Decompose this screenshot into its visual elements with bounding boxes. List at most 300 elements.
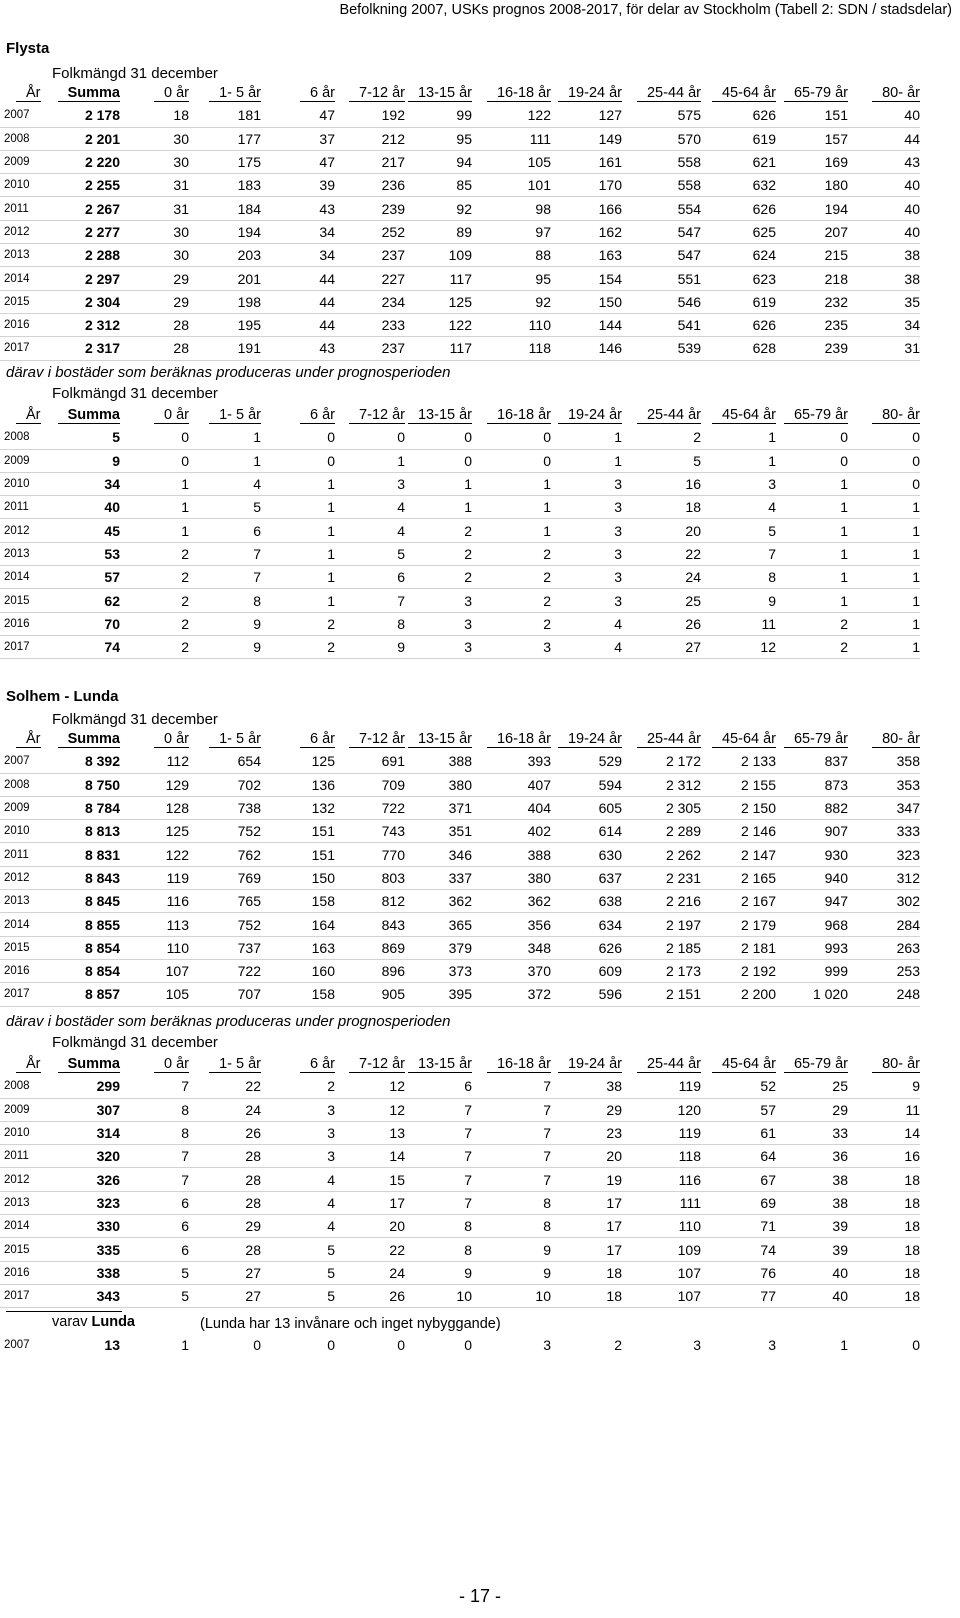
value-cell: 38 [551, 1075, 622, 1098]
value-cell: 7 [189, 566, 261, 589]
value-cell: 626 [701, 104, 776, 127]
value-cell: 9 [189, 612, 261, 635]
column-header: 0 år [154, 85, 189, 102]
value-cell: 95 [472, 267, 551, 290]
value-cell: 2 173 [622, 959, 701, 982]
value-cell: 2 147 [701, 843, 776, 866]
column-header: 16-18 år [487, 1056, 551, 1073]
value-cell: 312 [848, 866, 920, 889]
column-header: 80- år [872, 85, 920, 102]
summa-cell: 2 178 [40, 104, 120, 127]
year-cell: 2014 [0, 913, 40, 936]
value-cell: 3 [261, 1098, 335, 1121]
value-cell: 150 [551, 290, 622, 313]
folkmangd-label: Folkmängd 31 december [52, 1034, 218, 1051]
value-cell: 111 [622, 1191, 701, 1214]
value-cell: 0 [472, 426, 551, 449]
value-cell: 17 [551, 1191, 622, 1214]
value-cell: 2 197 [622, 913, 701, 936]
summa-cell: 13 [104, 1337, 120, 1354]
value-cell: 22 [622, 542, 701, 565]
value-cell: 8 [120, 1121, 189, 1144]
value-cell: 12 [335, 1075, 405, 1098]
year-cell: 2008 [0, 426, 40, 449]
value-cell: 5 [261, 1238, 335, 1261]
value-cell: 149 [551, 127, 622, 150]
value-cell: 1 [335, 449, 405, 472]
value-cell: 8 [472, 1191, 551, 1214]
column-header: 19-24 år [558, 407, 622, 424]
year-cell: 2010 [0, 174, 40, 197]
column-header: 25-44 år [637, 85, 701, 102]
summa-cell: 326 [40, 1168, 120, 1191]
value-cell: 217 [335, 150, 405, 173]
value-cell: 356 [472, 913, 551, 936]
summa-cell: 2 201 [40, 127, 120, 150]
summa-cell: 2 255 [40, 174, 120, 197]
lunda-name: Lunda [91, 1314, 135, 1330]
value-cell: 18 [848, 1238, 920, 1261]
value-cell: 3 [543, 1337, 551, 1354]
value-cell: 2 216 [622, 890, 701, 913]
value-cell: 0 [327, 1337, 335, 1354]
value-cell: 99 [405, 104, 472, 127]
value-cell: 1 [181, 1337, 189, 1354]
value-cell: 215 [776, 244, 848, 267]
value-cell: 9 [335, 635, 405, 658]
value-cell: 346 [405, 843, 472, 866]
column-header: 45-64 år [712, 731, 776, 748]
value-cell: 164 [261, 913, 335, 936]
column-header: 13-15 år [408, 85, 472, 102]
value-cell: 869 [335, 936, 405, 959]
value-cell: 8 [120, 1098, 189, 1121]
column-header: 13-15 år [408, 1056, 472, 1073]
value-cell: 18 [551, 1284, 622, 1307]
value-cell: 212 [335, 127, 405, 150]
column-header: 6 år [300, 407, 335, 424]
value-cell: 2 [120, 589, 189, 612]
value-cell: 0 [120, 426, 189, 449]
value-cell: 907 [776, 820, 848, 843]
value-cell: 2 [261, 1075, 335, 1098]
value-cell: 404 [472, 796, 551, 819]
value-cell: 2 [472, 612, 551, 635]
value-cell: 547 [622, 220, 701, 243]
value-cell: 353 [848, 773, 920, 796]
value-cell: 28 [189, 1145, 261, 1168]
column-header: 1- 5 år [209, 731, 261, 748]
value-cell: 237 [335, 244, 405, 267]
value-cell: 2 146 [701, 820, 776, 843]
value-cell: 237 [335, 337, 405, 360]
value-cell: 8 [405, 1215, 472, 1238]
value-cell: 0 [464, 1337, 472, 1354]
section-subtitle: därav i bostäder som beräknas produceras under prognosperioden [6, 1013, 451, 1030]
value-cell: 2 192 [701, 959, 776, 982]
value-cell: 709 [335, 773, 405, 796]
table-row [0, 220, 920, 243]
value-cell: 1 [405, 472, 472, 495]
value-cell: 34 [848, 313, 920, 336]
value-cell: 2 [405, 566, 472, 589]
value-cell: 1 [261, 472, 335, 495]
year-cell: 2009 [0, 449, 40, 472]
value-cell: 3 [768, 1337, 776, 1354]
value-cell: 30 [120, 244, 189, 267]
year-cell: 2017 [0, 1284, 40, 1307]
value-cell: 3 [551, 472, 622, 495]
value-cell: 1 [472, 472, 551, 495]
value-cell: 940 [776, 866, 848, 889]
value-cell: 4 [261, 1168, 335, 1191]
header-row [0, 728, 920, 750]
value-cell: 5 [261, 1261, 335, 1284]
value-cell: 5 [120, 1284, 189, 1307]
year-cell: 2016 [0, 1261, 40, 1284]
table-row [0, 174, 920, 197]
value-cell: 116 [120, 890, 189, 913]
value-cell: 4 [551, 612, 622, 635]
value-cell: 302 [848, 890, 920, 913]
value-cell: 28 [189, 1168, 261, 1191]
value-cell: 234 [335, 290, 405, 313]
value-cell: 9 [189, 635, 261, 658]
value-cell: 4 [261, 1191, 335, 1214]
value-cell: 7 [405, 1098, 472, 1121]
value-cell: 127 [551, 104, 622, 127]
table-row [0, 936, 920, 959]
value-cell: 31 [120, 197, 189, 220]
value-cell: 2 181 [701, 936, 776, 959]
value-cell: 26 [189, 1121, 261, 1144]
value-cell: 722 [189, 959, 261, 982]
value-cell: 116 [622, 1168, 701, 1191]
value-cell: 19 [551, 1168, 622, 1191]
value-cell: 175 [189, 150, 261, 173]
value-cell: 16 [848, 1145, 920, 1168]
summa-cell: 57 [40, 566, 120, 589]
value-cell: 7 [405, 1121, 472, 1144]
year-cell: 2010 [0, 1121, 40, 1144]
table-row [0, 1334, 920, 1356]
summa-cell: 2 277 [40, 220, 120, 243]
value-cell: 110 [472, 313, 551, 336]
folkmangd-label: Folkmängd 31 december [52, 385, 218, 402]
value-cell: 1 [776, 519, 848, 542]
value-cell: 539 [622, 337, 701, 360]
value-cell: 162 [551, 220, 622, 243]
value-cell: 122 [120, 843, 189, 866]
value-cell: 161 [551, 150, 622, 173]
column-header: 65-79 år [784, 1056, 848, 1073]
table-row [0, 773, 920, 796]
value-cell: 1 [848, 566, 920, 589]
value-cell: 7 [120, 1075, 189, 1098]
year-cell: 2012 [0, 519, 40, 542]
value-cell: 183 [189, 174, 261, 197]
summa-cell: 8 857 [40, 983, 120, 1006]
table-row [0, 244, 920, 267]
table-row [0, 589, 920, 612]
value-cell: 77 [701, 1284, 776, 1307]
column-header: 19-24 år [558, 1056, 622, 1073]
summa-cell: 343 [40, 1284, 120, 1307]
column-header: Summa [58, 85, 120, 102]
value-cell: 619 [701, 127, 776, 150]
value-cell: 2 [120, 542, 189, 565]
value-cell: 144 [551, 313, 622, 336]
summa-cell: 34 [40, 472, 120, 495]
value-cell: 628 [701, 337, 776, 360]
column-header: 16-18 år [487, 731, 551, 748]
value-cell: 129 [120, 773, 189, 796]
value-cell: 2 185 [622, 936, 701, 959]
value-cell: 170 [551, 174, 622, 197]
lunda-label [52, 1314, 135, 1330]
year-cell: 2007 [0, 750, 40, 773]
value-cell: 4 [335, 496, 405, 519]
column-header: 25-44 år [637, 731, 701, 748]
year-cell: 2011 [0, 1145, 40, 1168]
value-cell: 765 [189, 890, 261, 913]
value-cell: 18 [848, 1284, 920, 1307]
value-cell: 29 [551, 1098, 622, 1121]
value-cell: 2 172 [622, 750, 701, 773]
value-cell: 248 [848, 983, 920, 1006]
value-cell: 7 [472, 1145, 551, 1168]
value-cell: 837 [776, 750, 848, 773]
value-cell: 762 [189, 843, 261, 866]
value-cell: 2 [261, 612, 335, 635]
value-cell: 873 [776, 773, 848, 796]
table-row [0, 820, 920, 843]
year-cell: 2016 [0, 959, 40, 982]
summa-cell: 53 [40, 542, 120, 565]
value-cell: 27 [189, 1261, 261, 1284]
value-cell: 24 [335, 1261, 405, 1284]
value-cell: 993 [776, 936, 848, 959]
table-row [0, 1145, 920, 1168]
value-cell: 407 [472, 773, 551, 796]
value-cell: 3 [405, 589, 472, 612]
value-cell: 151 [261, 843, 335, 866]
value-cell: 2 [622, 426, 701, 449]
value-cell: 125 [261, 750, 335, 773]
value-cell: 2 [472, 566, 551, 589]
column-header: 6 år [300, 85, 335, 102]
value-cell: 27 [622, 635, 701, 658]
value-cell: 263 [848, 936, 920, 959]
column-header: 25-44 år [637, 407, 701, 424]
value-cell: 2 133 [701, 750, 776, 773]
value-cell: 614 [551, 820, 622, 843]
value-cell: 117 [405, 337, 472, 360]
year-cell: 2008 [0, 773, 40, 796]
year-cell: 2014 [0, 267, 40, 290]
summa-cell: 8 843 [40, 866, 120, 889]
table-row [0, 197, 920, 220]
value-cell: 201 [189, 267, 261, 290]
value-cell: 8 [189, 589, 261, 612]
column-header: 1- 5 år [209, 407, 261, 424]
value-cell: 119 [120, 866, 189, 889]
value-cell: 150 [261, 866, 335, 889]
value-cell: 0 [776, 426, 848, 449]
column-header: År [16, 731, 41, 748]
column-header: 80- år [872, 731, 920, 748]
value-cell: 738 [189, 796, 261, 819]
value-cell: 194 [189, 220, 261, 243]
value-cell: 2 [776, 612, 848, 635]
value-cell: 7 [335, 589, 405, 612]
value-cell: 22 [335, 1238, 405, 1261]
value-cell: 1 [701, 449, 776, 472]
table-row [0, 843, 920, 866]
value-cell: 2 [261, 635, 335, 658]
value-cell: 529 [551, 750, 622, 773]
column-header: 80- år [872, 1056, 920, 1073]
value-cell: 67 [701, 1168, 776, 1191]
value-cell: 605 [551, 796, 622, 819]
value-cell: 125 [405, 290, 472, 313]
value-cell: 999 [776, 959, 848, 982]
value-cell: 47 [261, 104, 335, 127]
value-cell: 0 [120, 449, 189, 472]
value-cell: 14 [848, 1121, 920, 1144]
value-cell: 17 [551, 1215, 622, 1238]
value-cell: 626 [701, 197, 776, 220]
summa-cell: 2 304 [40, 290, 120, 313]
year-cell: 2013 [0, 890, 40, 913]
year-cell: 2014 [0, 566, 40, 589]
table-row [0, 1215, 920, 1238]
value-cell: 370 [472, 959, 551, 982]
value-cell: 4 [701, 496, 776, 519]
value-cell: 752 [189, 820, 261, 843]
column-header: 80- år [872, 407, 920, 424]
value-cell: 30 [120, 150, 189, 173]
value-cell: 119 [622, 1075, 701, 1098]
value-cell: 118 [472, 337, 551, 360]
table-row [0, 1121, 920, 1144]
value-cell: 198 [189, 290, 261, 313]
value-cell: 843 [335, 913, 405, 936]
value-cell: 2 200 [701, 983, 776, 1006]
value-cell: 2 [405, 519, 472, 542]
year-cell: 2007 [0, 104, 40, 127]
value-cell: 371 [405, 796, 472, 819]
summa-cell: 307 [40, 1098, 120, 1121]
value-cell: 44 [848, 127, 920, 150]
table-row [0, 1168, 920, 1191]
table-row [0, 1238, 920, 1261]
summa-cell: 299 [40, 1075, 120, 1098]
table-row [0, 796, 920, 819]
value-cell: 18 [551, 1261, 622, 1284]
value-cell: 136 [261, 773, 335, 796]
folkmangd-label: Folkmängd 31 december [52, 65, 218, 82]
column-header: År [16, 1056, 41, 1073]
column-header: 6 år [300, 731, 335, 748]
value-cell: 1 [472, 496, 551, 519]
column-header: 13-15 år [408, 731, 472, 748]
value-cell: 18 [848, 1168, 920, 1191]
value-cell: 1 [551, 449, 622, 472]
value-cell: 596 [551, 983, 622, 1006]
value-cell: 252 [335, 220, 405, 243]
value-cell: 380 [405, 773, 472, 796]
value-cell: 44 [261, 313, 335, 336]
value-cell: 6 [335, 566, 405, 589]
value-cell: 10 [472, 1284, 551, 1307]
value-cell: 64 [701, 1145, 776, 1168]
value-cell: 160 [261, 959, 335, 982]
year-cell: 2011 [0, 197, 40, 220]
year-cell: 2015 [0, 936, 40, 959]
value-cell: 31 [848, 337, 920, 360]
column-header: 0 år [154, 407, 189, 424]
summa-cell: 338 [40, 1261, 120, 1284]
value-cell: 1 [261, 519, 335, 542]
column-header: 6 år [300, 1056, 335, 1073]
value-cell: 109 [405, 244, 472, 267]
value-cell: 154 [551, 267, 622, 290]
column-header: 65-79 år [784, 407, 848, 424]
value-cell: 638 [551, 890, 622, 913]
value-cell: 40 [848, 174, 920, 197]
value-cell: 1 [120, 496, 189, 519]
value-cell: 111 [472, 127, 551, 150]
value-cell: 184 [189, 197, 261, 220]
table-row [0, 426, 920, 449]
value-cell: 3 [551, 519, 622, 542]
value-cell: 770 [335, 843, 405, 866]
value-cell: 194 [776, 197, 848, 220]
summa-cell: 8 854 [40, 936, 120, 959]
column-header: 7-12 år [349, 85, 405, 102]
value-cell: 1 [848, 589, 920, 612]
varav-text: varav [52, 1314, 88, 1330]
value-cell: 122 [405, 313, 472, 336]
value-cell: 0 [848, 426, 920, 449]
section-title: Solhem - Lunda [6, 688, 119, 705]
value-cell: 109 [622, 1238, 701, 1261]
value-cell: 1 [848, 612, 920, 635]
value-cell: 239 [335, 197, 405, 220]
value-cell: 37 [261, 127, 335, 150]
value-cell: 3 [551, 589, 622, 612]
value-cell: 624 [701, 244, 776, 267]
value-cell: 1 [776, 496, 848, 519]
value-cell: 1 [776, 542, 848, 565]
value-cell: 36 [776, 1145, 848, 1168]
value-cell: 43 [261, 197, 335, 220]
summa-cell: 335 [40, 1238, 120, 1261]
table-row [0, 1098, 920, 1121]
value-cell: 8 [335, 612, 405, 635]
table-row [0, 127, 920, 150]
value-cell: 947 [776, 890, 848, 913]
year-cell: 2012 [0, 220, 40, 243]
value-cell: 0 [261, 449, 335, 472]
value-cell: 105 [472, 150, 551, 173]
column-header: 19-24 år [558, 85, 622, 102]
summa-cell: 2 288 [40, 244, 120, 267]
column-header: 65-79 år [784, 85, 848, 102]
table-row [0, 1191, 920, 1214]
value-cell: 24 [189, 1098, 261, 1121]
